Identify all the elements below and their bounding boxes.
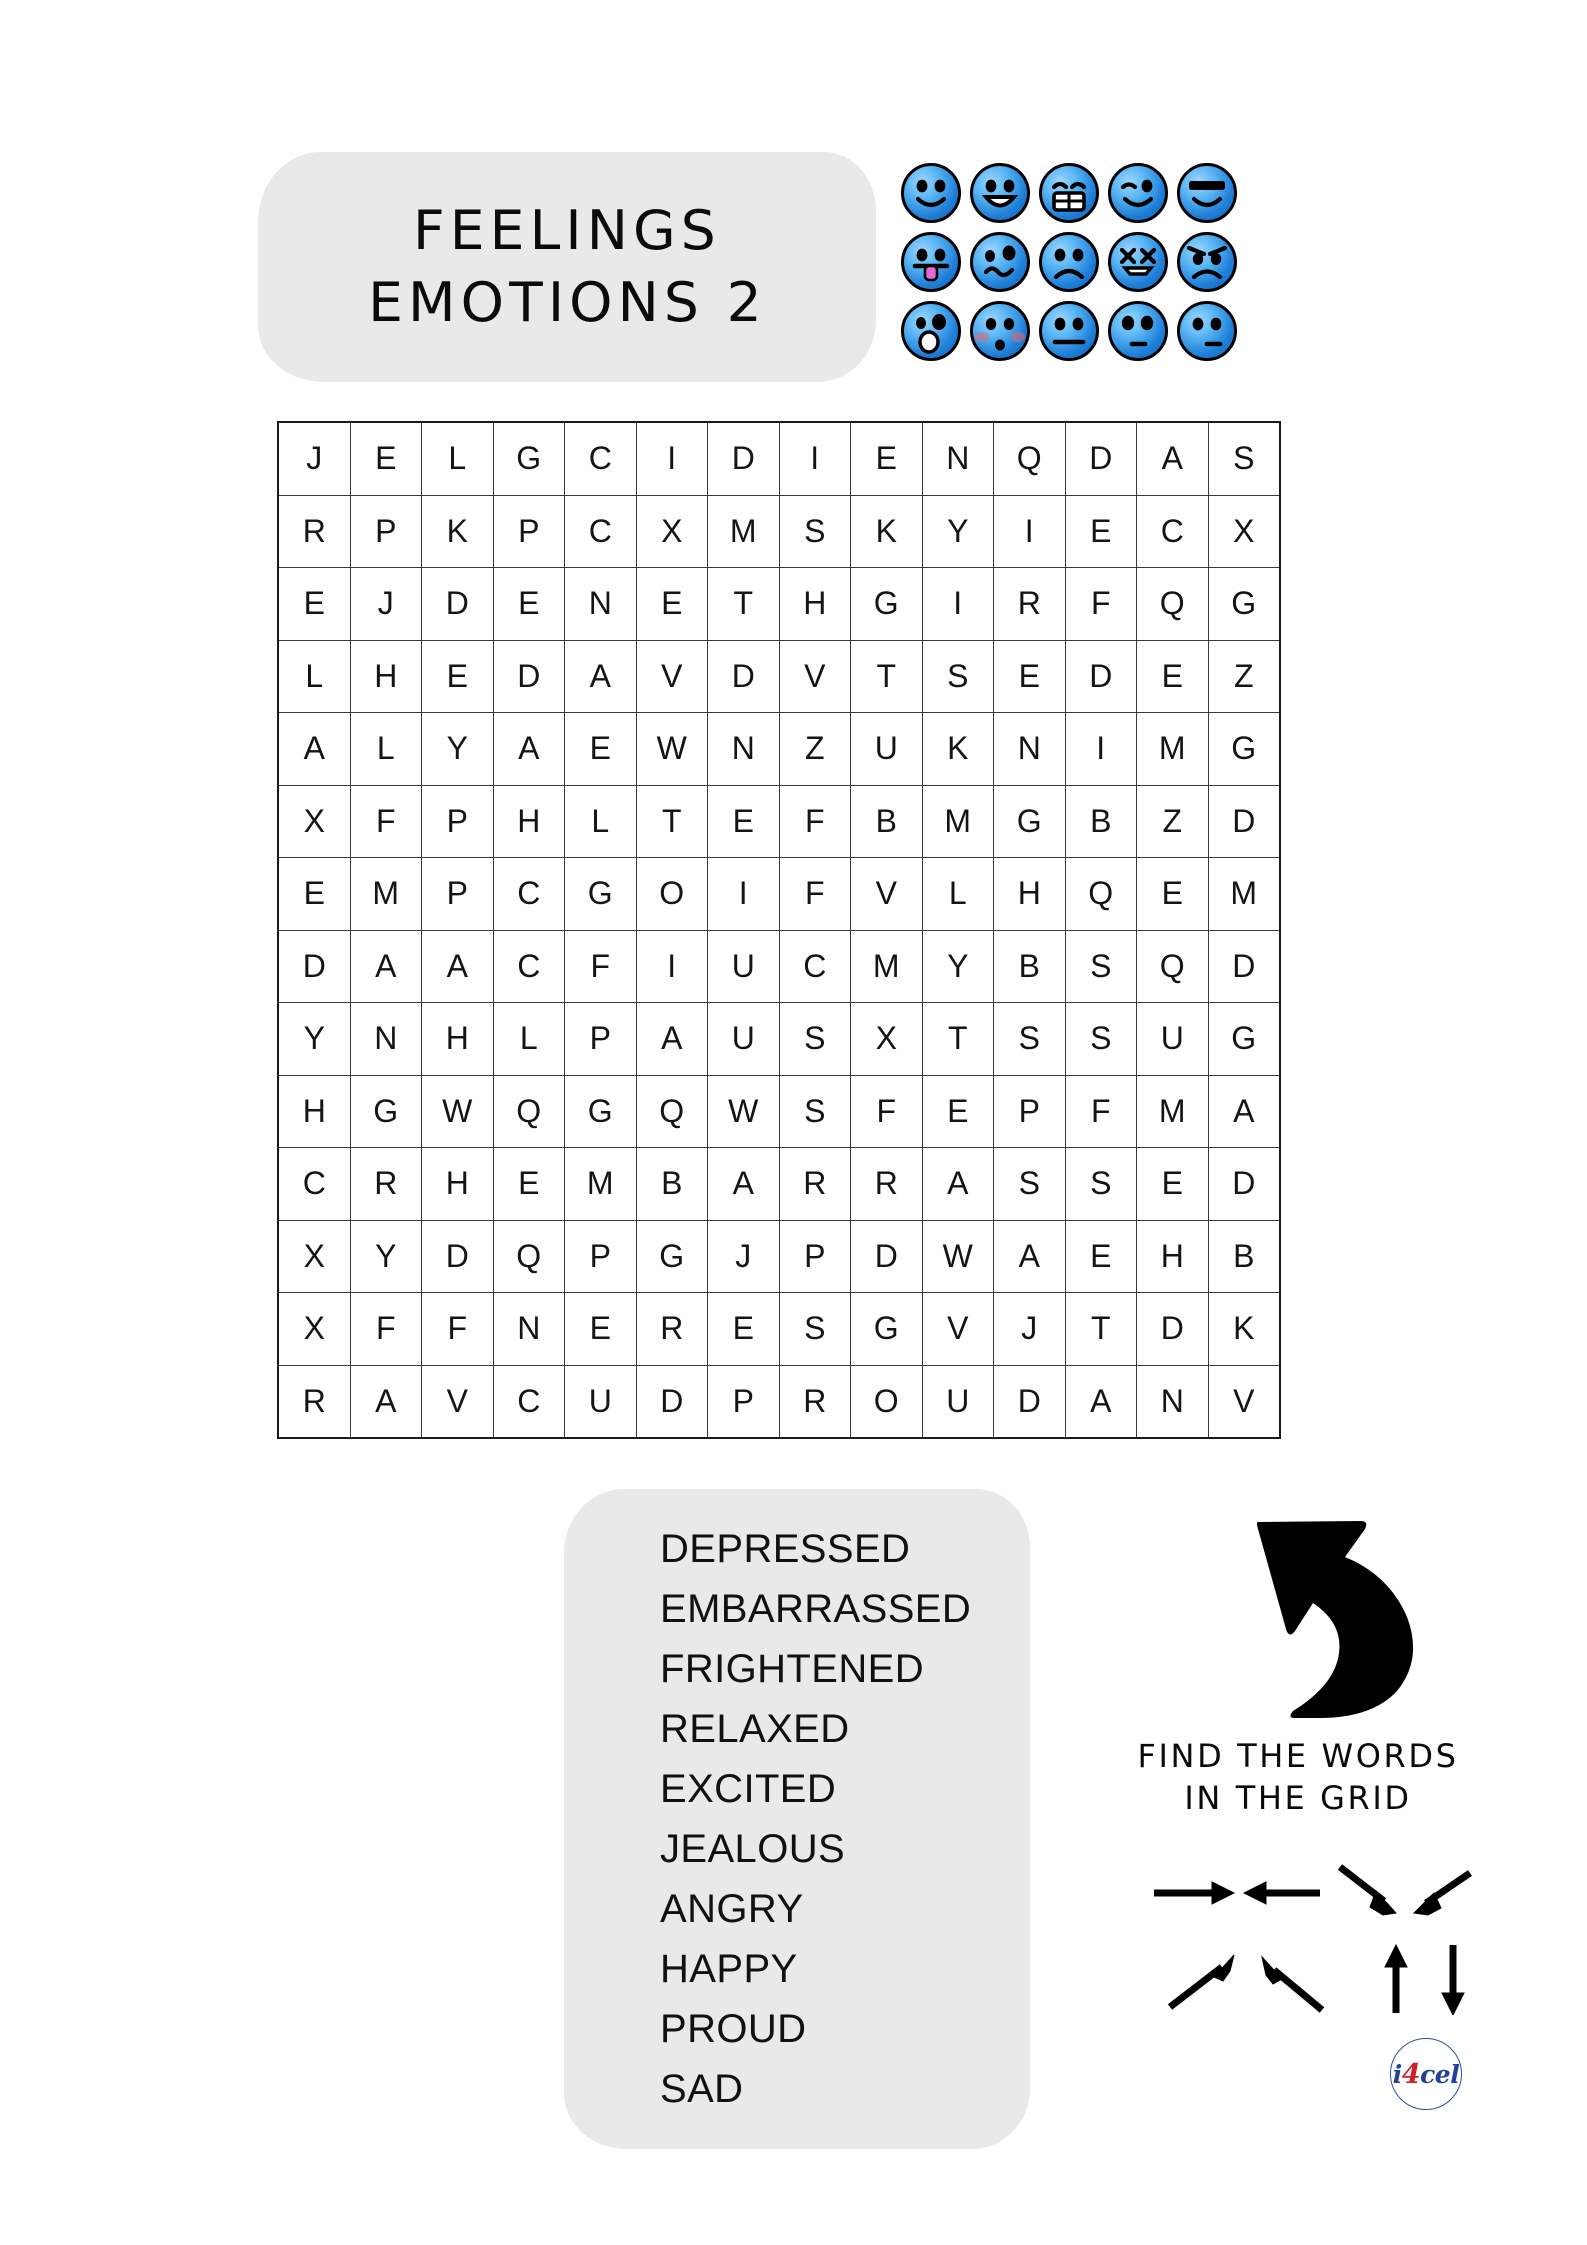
direction-arrow-legend	[1108, 1845, 1488, 2015]
grid-cell[interactable]: M	[922, 785, 994, 858]
grid-cell[interactable]: E	[708, 785, 780, 858]
grid-cell[interactable]: G	[350, 1075, 422, 1148]
grid-cell[interactable]: D	[1065, 640, 1137, 713]
grid-cell[interactable]: E	[493, 568, 565, 641]
grid-cell[interactable]: E	[851, 422, 923, 495]
grid-cell[interactable]: H	[493, 785, 565, 858]
grid-cell[interactable]: E	[493, 1148, 565, 1221]
grid-cell[interactable]: A	[565, 640, 637, 713]
grid-cell[interactable]: P	[422, 785, 494, 858]
grid-cell[interactable]: Z	[1208, 640, 1280, 713]
grid-cell[interactable]: O	[851, 1365, 923, 1438]
grid-cell[interactable]: D	[1065, 422, 1137, 495]
grid-cell[interactable]: U	[922, 1365, 994, 1438]
grid-cell[interactable]: P	[994, 1075, 1066, 1148]
grid-cell[interactable]: P	[422, 858, 494, 931]
arrow-left-icon	[1244, 1882, 1320, 1904]
grid-row	[278, 495, 1280, 568]
grid-cell[interactable]: Q	[1137, 930, 1209, 1003]
grid-cell[interactable]: Y	[278, 1003, 350, 1076]
grid-cell[interactable]: E	[1137, 640, 1209, 713]
grid-cell[interactable]: E	[636, 568, 708, 641]
smiley-sunglasses-icon	[1174, 160, 1240, 226]
grid-cell[interactable]: F	[565, 930, 637, 1003]
grid-cell[interactable]: K	[922, 713, 994, 786]
grid-cell[interactable]: Q	[493, 1075, 565, 1148]
grid-cell[interactable]: Q	[1065, 858, 1137, 931]
grid-cell[interactable]: J	[994, 1293, 1066, 1366]
grid-cell[interactable]: X	[636, 495, 708, 568]
grid-cell[interactable]: G	[851, 1293, 923, 1366]
grid-cell[interactable]: D	[994, 1365, 1066, 1438]
smiley-shocked-icon	[898, 298, 964, 364]
grid-row	[278, 640, 1280, 713]
grid-cell[interactable]: J	[278, 422, 350, 495]
grid-cell[interactable]: J	[350, 568, 422, 641]
arrow-up-right-icon	[1170, 1955, 1234, 2007]
grid-cell[interactable]: R	[278, 1365, 350, 1438]
grid-cell[interactable]: S	[994, 1003, 1066, 1076]
grid-cell[interactable]: D	[636, 1365, 708, 1438]
grid-cell[interactable]: S	[1065, 1003, 1137, 1076]
grid-cell[interactable]: P	[779, 1220, 851, 1293]
grid-cell[interactable]: S	[779, 1003, 851, 1076]
grid-cell[interactable]: S	[779, 495, 851, 568]
grid-row	[278, 930, 1280, 1003]
grid-cell[interactable]: U	[851, 713, 923, 786]
grid-cell[interactable]: S	[922, 640, 994, 713]
grid-row	[278, 1220, 1280, 1293]
smiley-unamused-icon	[1174, 298, 1240, 364]
smiley-happy-icon	[898, 160, 964, 226]
smiley-confused-icon	[967, 229, 1033, 295]
arrow-up-icon	[1385, 1945, 1407, 2013]
curved-arrow-icon	[1183, 1477, 1433, 1722]
grid-cell[interactable]: W	[922, 1220, 994, 1293]
grid-cell[interactable]: P	[708, 1365, 780, 1438]
grid-cell[interactable]: S	[779, 1075, 851, 1148]
grid-cell[interactable]: T	[922, 1003, 994, 1076]
grid-cell[interactable]: T	[851, 640, 923, 713]
grid-cell[interactable]: R	[636, 1293, 708, 1366]
smiley-frown-icon	[1174, 229, 1240, 295]
smiley-sad-icon	[1036, 229, 1102, 295]
grid-cell[interactable]: C	[565, 495, 637, 568]
word-list-item[interactable]: FRIGHTENED	[660, 1647, 924, 1691]
grid-cell[interactable]: K	[1208, 1293, 1280, 1366]
grid-row	[278, 858, 1280, 931]
grid-cell[interactable]: A	[708, 1148, 780, 1221]
grid-cell[interactable]: L	[565, 785, 637, 858]
grid-cell[interactable]: Y	[922, 930, 994, 1003]
grid-cell[interactable]: V	[636, 640, 708, 713]
grid-cell[interactable]: Q	[636, 1075, 708, 1148]
grid-cell[interactable]: Q	[493, 1220, 565, 1293]
logo-text-before: i	[1392, 2059, 1402, 2089]
grid-cell[interactable]: E	[278, 858, 350, 931]
grid-cell[interactable]: C	[278, 1148, 350, 1221]
grid-cell[interactable]: R	[350, 1148, 422, 1221]
grid-cell[interactable]: F	[779, 858, 851, 931]
grid-cell[interactable]: G	[994, 785, 1066, 858]
grid-cell[interactable]: E	[1065, 1220, 1137, 1293]
grid-cell[interactable]: M	[708, 495, 780, 568]
grid-cell[interactable]: S	[1065, 930, 1137, 1003]
grid-cell[interactable]: E	[350, 422, 422, 495]
grid-cell[interactable]: V	[779, 640, 851, 713]
grid-cell[interactable]: V	[1208, 1365, 1280, 1438]
grid-cell[interactable]: H	[1137, 1220, 1209, 1293]
grid-cell[interactable]: M	[1137, 1075, 1209, 1148]
grid-cell[interactable]: C	[779, 930, 851, 1003]
grid-cell[interactable]: F	[422, 1293, 494, 1366]
grid-cell[interactable]: B	[851, 785, 923, 858]
grid-cell[interactable]: J	[708, 1220, 780, 1293]
grid-cell[interactable]: V	[422, 1365, 494, 1438]
grid-cell[interactable]: S	[1065, 1148, 1137, 1221]
grid-cell[interactable]: L	[922, 858, 994, 931]
grid-cell[interactable]: E	[565, 1293, 637, 1366]
grid-cell[interactable]: A	[278, 713, 350, 786]
logo-text-accent: 4	[1401, 2058, 1421, 2090]
grid-cell[interactable]: N	[922, 422, 994, 495]
grid-row	[278, 1003, 1280, 1076]
grid-cell[interactable]: L	[278, 640, 350, 713]
grid-row	[278, 713, 1280, 786]
arrow-down-left-icon	[1414, 1873, 1470, 1915]
grid-row	[278, 568, 1280, 641]
grid-cell[interactable]: L	[350, 713, 422, 786]
grid-cell[interactable]: A	[422, 930, 494, 1003]
smiley-toothy-grin-icon	[1036, 160, 1102, 226]
grid-cell[interactable]: G	[636, 1220, 708, 1293]
instructions-line-1: FIND THE WORDS	[1137, 1737, 1459, 1775]
grid-cell[interactable]: E	[1137, 858, 1209, 931]
grid-cell[interactable]: F	[779, 785, 851, 858]
grid-cell[interactable]: Y	[422, 713, 494, 786]
instructions-line-2: IN THE GRID	[1184, 1779, 1412, 1818]
grid-row	[278, 785, 1280, 858]
smiley-blushing-surprised-icon	[967, 298, 1033, 364]
grid-cell[interactable]: H	[278, 1075, 350, 1148]
grid-cell[interactable]: W	[422, 1075, 494, 1148]
grid-cell[interactable]: U	[565, 1365, 637, 1438]
grid-cell[interactable]: Q	[1137, 568, 1209, 641]
grid-cell[interactable]: I	[636, 422, 708, 495]
grid-cell[interactable]: K	[422, 495, 494, 568]
grid-cell[interactable]: R	[779, 1148, 851, 1221]
smiley-neutral-icon	[1036, 298, 1102, 364]
grid-cell[interactable]: N	[493, 1293, 565, 1366]
grid-cell[interactable]: A	[1208, 1075, 1280, 1148]
arrow-right-icon	[1154, 1882, 1234, 1904]
grid-cell[interactable]: H	[350, 640, 422, 713]
grid-row	[278, 422, 1280, 495]
word-list-item[interactable]: EMBARRASSED	[660, 1587, 972, 1631]
grid-cell[interactable]: D	[1208, 930, 1280, 1003]
grid-cell[interactable]: C	[565, 422, 637, 495]
grid-cell[interactable]: M	[851, 930, 923, 1003]
grid-cell[interactable]: H	[994, 858, 1066, 931]
grid-cell[interactable]: S	[994, 1148, 1066, 1221]
grid-cell[interactable]: A	[493, 713, 565, 786]
grid-cell[interactable]: E	[422, 640, 494, 713]
grid-cell[interactable]: X	[851, 1003, 923, 1076]
word-list-item[interactable]: HAPPY	[660, 1947, 798, 1991]
grid-cell[interactable]: K	[851, 495, 923, 568]
grid-cell[interactable]: H	[422, 1148, 494, 1221]
grid-cell[interactable]: X	[278, 785, 350, 858]
grid-cell[interactable]: N	[1137, 1365, 1209, 1438]
grid-cell[interactable]: R	[851, 1148, 923, 1221]
grid-cell[interactable]: E	[1065, 495, 1137, 568]
grid-cell[interactable]: C	[1137, 495, 1209, 568]
grid-cell[interactable]: D	[851, 1220, 923, 1293]
arrow-down-icon	[1442, 1945, 1464, 2015]
grid-row	[278, 1148, 1280, 1221]
smiley-angry-icon	[1105, 229, 1171, 295]
grid-cell[interactable]: F	[350, 1293, 422, 1366]
grid-cell[interactable]: A	[922, 1148, 994, 1221]
grid-cell[interactable]: X	[278, 1293, 350, 1366]
grid-cell[interactable]: E	[708, 1293, 780, 1366]
grid-cell[interactable]: F	[851, 1075, 923, 1148]
smiley-tongue-out-icon	[898, 229, 964, 295]
grid-cell[interactable]: G	[851, 568, 923, 641]
grid-cell[interactable]: O	[636, 858, 708, 931]
grid-cell[interactable]: A	[994, 1220, 1066, 1293]
grid-cell[interactable]: E	[1137, 1148, 1209, 1221]
page-title-line-2: EMOTIONS 2	[367, 271, 767, 334]
grid-cell[interactable]: M	[350, 858, 422, 931]
grid-cell[interactable]: N	[994, 713, 1066, 786]
word-search-grid[interactable]	[277, 421, 1281, 1439]
grid-cell[interactable]: N	[565, 568, 637, 641]
grid-cell[interactable]: Y	[922, 495, 994, 568]
grid-cell[interactable]: P	[565, 1220, 637, 1293]
grid-cell[interactable]: Z	[1137, 785, 1209, 858]
title-card	[258, 152, 876, 382]
grid-cell[interactable]: F	[350, 785, 422, 858]
grid-cell[interactable]: T	[1065, 1293, 1137, 1366]
grid-cell[interactable]: G	[565, 1075, 637, 1148]
grid-cell[interactable]: X	[1208, 495, 1280, 568]
word-list-item[interactable]: PROUD	[660, 2007, 807, 2051]
grid-cell[interactable]: C	[493, 858, 565, 931]
grid-cell[interactable]: L	[493, 1003, 565, 1076]
grid-cell[interactable]: I	[708, 858, 780, 931]
emoji-panel	[898, 160, 1240, 364]
page-title-line-1: FEELINGS	[413, 199, 721, 263]
grid-cell[interactable]: V	[922, 1293, 994, 1366]
grid-cell[interactable]: I	[922, 568, 994, 641]
instructions	[1098, 1735, 1498, 1819]
grid-cell[interactable]: P	[565, 1003, 637, 1076]
grid-cell[interactable]: D	[493, 640, 565, 713]
grid-cell[interactable]: Z	[779, 713, 851, 786]
grid-cell[interactable]: D	[708, 640, 780, 713]
grid-cell[interactable]: M	[1208, 858, 1280, 931]
grid-cell[interactable]: I	[636, 930, 708, 1003]
grid-cell[interactable]: M	[1137, 713, 1209, 786]
word-list-item[interactable]: DEPRESSED	[660, 1527, 911, 1571]
grid-row	[278, 1075, 1280, 1148]
grid-cell[interactable]: H	[779, 568, 851, 641]
grid-cell[interactable]: R	[994, 568, 1066, 641]
word-list	[660, 1519, 971, 2119]
grid-cell[interactable]: Y	[350, 1220, 422, 1293]
grid-cell[interactable]: G	[1208, 568, 1280, 641]
grid-cell[interactable]: E	[565, 713, 637, 786]
grid-cell[interactable]: A	[350, 930, 422, 1003]
grid-cell[interactable]: A	[1137, 422, 1209, 495]
grid-cell[interactable]: G	[493, 422, 565, 495]
word-list-item[interactable]: JEALOUS	[660, 1827, 846, 1871]
logo-mark	[1390, 2038, 1462, 2110]
word-list-item[interactable]: SAD	[660, 2067, 744, 2111]
grid-cell[interactable]: T	[708, 568, 780, 641]
grid-cell[interactable]: B	[994, 930, 1066, 1003]
grid-row	[278, 1293, 1280, 1366]
grid-cell[interactable]: E	[278, 568, 350, 641]
grid-cell[interactable]: I	[1065, 713, 1137, 786]
grid-cell[interactable]: D	[1208, 785, 1280, 858]
grid-cell[interactable]: T	[636, 785, 708, 858]
grid-cell[interactable]: D	[708, 422, 780, 495]
grid-cell[interactable]: N	[708, 713, 780, 786]
grid-cell[interactable]: P	[350, 495, 422, 568]
grid-cell[interactable]: D	[1137, 1293, 1209, 1366]
grid-cell[interactable]: R	[278, 495, 350, 568]
grid-cell[interactable]: B	[636, 1148, 708, 1221]
arrow-down-right-icon	[1340, 1867, 1396, 1915]
grid-cell[interactable]: D	[278, 930, 350, 1003]
smiley-grin-icon	[967, 160, 1033, 226]
grid-cell[interactable]: D	[1208, 1148, 1280, 1221]
grid-cell[interactable]: E	[994, 640, 1066, 713]
grid-cell[interactable]: D	[422, 568, 494, 641]
logo-text-after: cel	[1420, 2059, 1460, 2089]
grid-cell[interactable]: A	[1065, 1365, 1137, 1438]
grid-cell[interactable]: H	[422, 1003, 494, 1076]
grid-cell[interactable]: W	[708, 1075, 780, 1148]
grid-cell[interactable]: U	[708, 1003, 780, 1076]
grid-cell[interactable]: F	[1065, 1075, 1137, 1148]
smiley-worried-icon	[1105, 298, 1171, 364]
grid-cell[interactable]: S	[1208, 422, 1280, 495]
logo	[1390, 2038, 1462, 2110]
grid-cell[interactable]: L	[422, 422, 494, 495]
grid-cell[interactable]: U	[708, 930, 780, 1003]
grid-cell[interactable]: A	[636, 1003, 708, 1076]
grid-cell[interactable]: W	[636, 713, 708, 786]
grid-cell[interactable]: Q	[994, 422, 1066, 495]
grid-cell[interactable]: E	[922, 1075, 994, 1148]
grid-cell[interactable]: P	[493, 495, 565, 568]
grid-cell[interactable]: G	[1208, 713, 1280, 786]
grid-cell[interactable]: C	[493, 930, 565, 1003]
grid-cell[interactable]: B	[1065, 785, 1137, 858]
grid-cell[interactable]: S	[779, 1293, 851, 1366]
grid-cell[interactable]: X	[278, 1220, 350, 1293]
grid-cell[interactable]: U	[1137, 1003, 1209, 1076]
grid-row	[278, 1365, 1280, 1438]
grid-cell[interactable]: V	[851, 858, 923, 931]
arrow-up-left-icon	[1262, 1957, 1322, 2010]
word-list-item[interactable]: ANGRY	[660, 1887, 804, 1931]
grid-cell[interactable]: M	[565, 1148, 637, 1221]
grid-cell[interactable]: C	[493, 1365, 565, 1438]
smiley-wink-icon	[1105, 160, 1171, 226]
word-list-item[interactable]: EXCITED	[660, 1767, 837, 1811]
grid-cell[interactable]: G	[1208, 1003, 1280, 1076]
grid-cell[interactable]: I	[779, 422, 851, 495]
word-list-item[interactable]: RELAXED	[660, 1707, 850, 1751]
grid-cell[interactable]: A	[350, 1365, 422, 1438]
grid-cell[interactable]: G	[565, 858, 637, 931]
grid-cell[interactable]: F	[1065, 568, 1137, 641]
grid-cell[interactable]: R	[779, 1365, 851, 1438]
grid-cell[interactable]: I	[994, 495, 1066, 568]
grid-cell[interactable]: D	[422, 1220, 494, 1293]
grid-cell[interactable]: N	[350, 1003, 422, 1076]
grid-cell[interactable]: B	[1208, 1220, 1280, 1293]
